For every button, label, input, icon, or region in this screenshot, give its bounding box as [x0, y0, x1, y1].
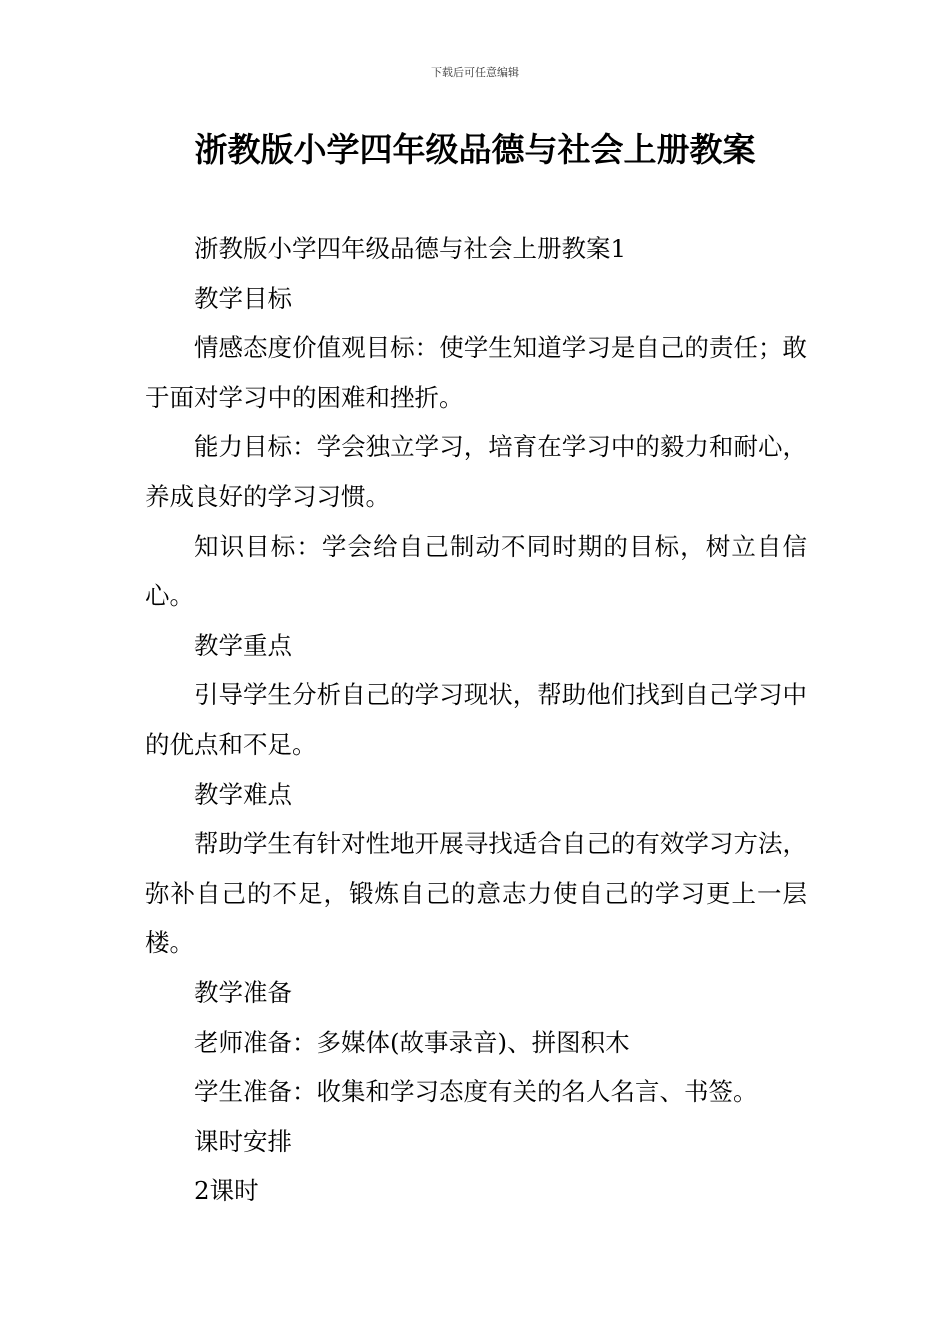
- header-note: 下载后可任意编辑: [431, 66, 519, 79]
- paragraph-ability-goal: 能力目标：学会独立学习，培育在学习中的毅力和耐心，养成良好的学习习惯。: [145, 432, 807, 511]
- document-body: [145, 224, 807, 1216]
- paragraph-key-points: 引导学生分析自己的学习现状，帮助他们找到自己学习中的优点和不足。: [145, 680, 807, 759]
- heading-key-points: 教学重点: [194, 630, 292, 660]
- heading-difficulties: 教学难点: [194, 779, 292, 809]
- heading-schedule: 课时安排: [194, 1126, 292, 1156]
- paragraph-schedule: 2课时: [194, 1176, 259, 1206]
- heading-teaching-goals: 教学目标: [194, 283, 292, 313]
- document-title: 浙教版小学四年级品德与社会上册教案: [194, 130, 756, 169]
- paragraph-difficulties: 帮助学生有针对性地开展寻找适合自己的有效学习方法，弥补自己的不足，锻炼自己的意志力使自己的学习更上一层楼。: [145, 829, 807, 958]
- paragraph-emotion-goal: 情感态度价值观目标：使学生知道学习是自己的责任；敢于面对学习中的困难和挫折。: [145, 333, 807, 412]
- paragraph-teacher-preparation: 老师准备：多媒体(故事录音)、拼图积木: [194, 1027, 630, 1057]
- heading-preparation: 教学准备: [194, 977, 292, 1007]
- paragraph-lesson-title: 浙教版小学四年级品德与社会上册教案1: [194, 234, 627, 263]
- paragraph-student-preparation: 学生准备：收集和学习态度有关的名人名言、书签。: [194, 1077, 758, 1107]
- paragraph-knowledge-goal: 知识目标：学会给自己制动不同时期的目标，树立自信心。: [145, 531, 807, 611]
